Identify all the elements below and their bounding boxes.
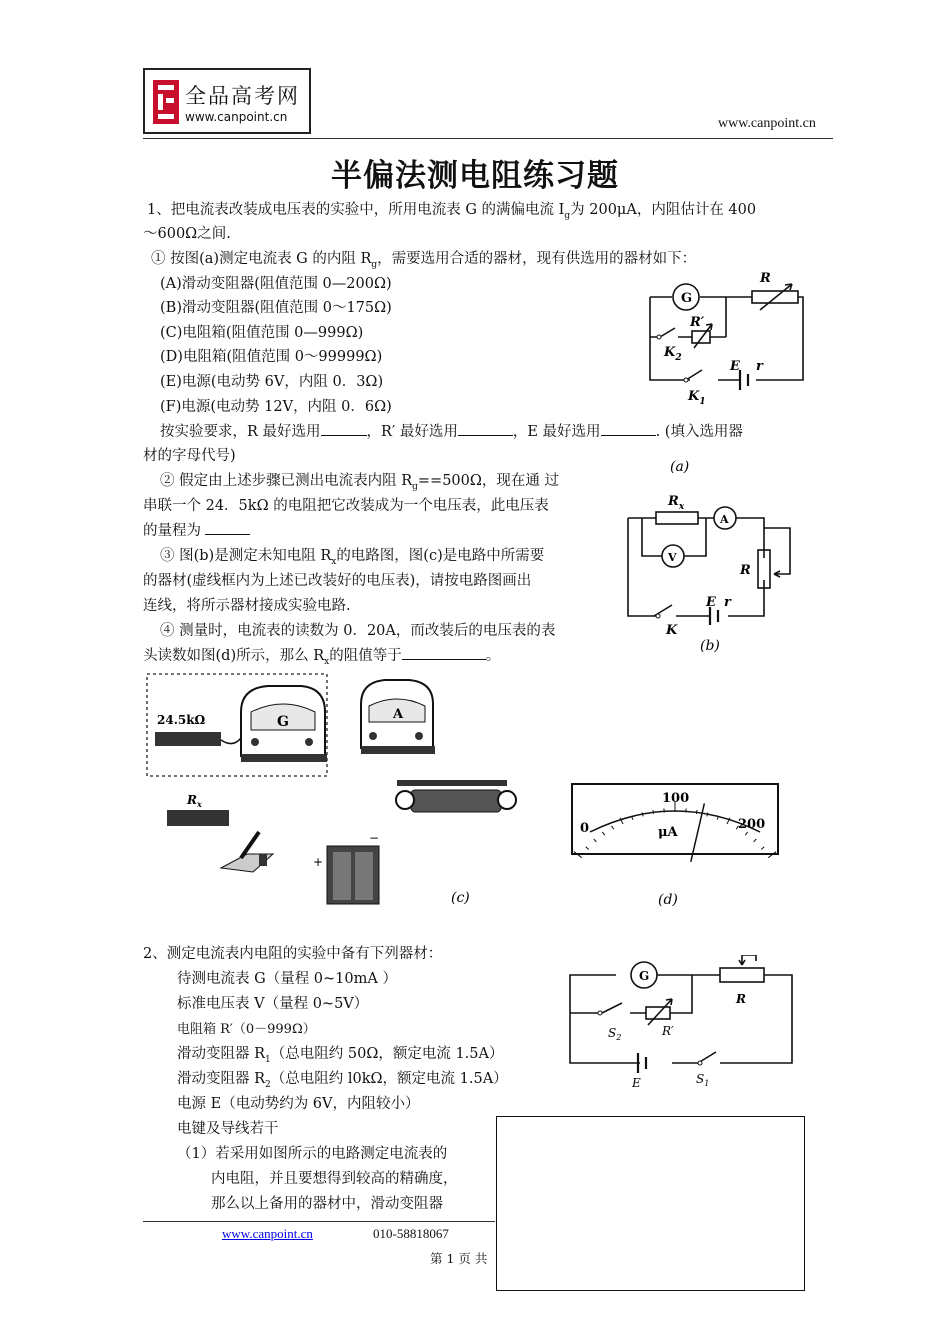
meter-scale-100: 100 [662,791,690,806]
q2-label-s2: $S_2$ [608,1026,622,1042]
circuit-figure-q2 [560,955,800,1095]
fig-d-caption: (d) [658,892,678,908]
q2-item-rp: 电阻箱 R′（0－999Ω） [177,1022,316,1037]
q1-line2: ～600Ω之间. [143,226,231,242]
fig-b-label-v: V [668,551,677,564]
fig-a-switch-k1 [686,370,702,380]
q2-intro: 2、测定电流表内电阻的实验中备有下列器材： [143,946,443,962]
q2-item-r2: 滑动变阻器 $R_2$（总电阻约 l0kΩ，额定电流 1.5A） [177,1071,508,1090]
q1-question-cont: 材的字母代号) [143,448,236,464]
fig-a-battery [740,370,748,390]
galvanometer-device [241,686,327,762]
q1-part4-l1: ④ 测量时，电流表的读数为 0．20A，而改装后的电压表的表 [160,623,556,639]
q2-item-r1: 滑动变阻器 $R_1$（总电阻约 50Ω，额定电流 1.5A） [177,1046,504,1065]
battery-device [313,831,379,904]
q1-part2-l3: 的量程为 [143,519,250,544]
header-site-url[interactable]: www.canpoint.cn [718,116,816,131]
answer-box[interactable] [496,1116,805,1291]
meter-scale-200: 200 [738,817,766,832]
answer-blank-rp[interactable] [458,421,513,436]
fig-b-label-k: K [666,623,678,638]
site-logo [143,68,311,134]
meter-tick [653,810,654,814]
option-e: (E)电源(电动势 6V，内阻 0．3Ω) [160,374,384,390]
q1-part1: ① 按图(a)测定电流表 G 的内阻 $R_g$，需要选用合适的器材，现有供选用的器材如下： [151,251,697,270]
logo-mark-icon [151,78,181,126]
page-title: 半偏法测电阻练习题 [331,158,619,194]
option-a: (A)滑动变阻器(阻值范围 0—200Ω) [160,276,392,292]
q2-sub1-l2: 内电阻，并且要想得到较高的精确度， [211,1171,458,1187]
option-d: (D)电阻箱(阻值范围 0～99999Ω) [160,349,383,365]
fig-a-label-k1: $K_1$ [688,389,706,407]
header-divider [143,138,833,139]
resistor-box-label: 24.5kΩ [157,713,206,727]
meter-unit: μA [658,825,678,840]
option-b: (B)滑动变阻器(阻值范围 0～175Ω) [160,300,392,316]
q2-sub1-l1: （1）若采用如图所示的电路测定电流表的 [177,1146,448,1162]
answer-blank-range[interactable] [205,520,250,535]
q1-part2-l1: ② 假定由上述步骤已测出电流表内阻 $R_g==500\Omega$，现在通 过 [160,473,560,492]
fig-b-label-r: R [740,563,751,578]
q1-line1: 1、把电流表改装成电压表的实验中，所用电流表 G 的满偏电流 $I_g$为 200μA，内阻估计在 400 [147,202,757,221]
q2-label-g: G [639,969,650,983]
svg-text:+: + [313,855,324,869]
footer-phone: 010-58818067 [373,1226,449,1241]
circuit-figure-a [630,262,810,482]
answer-blank-rx[interactable] [402,645,486,660]
fig-b-label-r-internal: r [724,595,731,610]
fig-a-label-k2: $K_2$ [664,345,682,363]
svg-text:−: − [369,831,380,845]
fig-a-caption: (a) [670,459,690,475]
option-c: (C)电阻箱(阻值范围 0—999Ω) [160,325,364,341]
fig-b-resistor-rx [656,512,698,524]
knife-switch-device [221,832,273,872]
q1-part3-l3: 连线，将所示器材接成实验电路. [143,598,351,614]
fig-c-caption: (c) [451,890,470,906]
q2-sub1-l3: 那么以上备用的器材中，滑动变阻器 [211,1196,443,1212]
q2-item-k: 电键及导线若干 [177,1121,279,1137]
galvanometer-label: G [277,714,289,730]
meter-tick [696,810,697,814]
q2-label-r: R [736,992,746,1006]
q2-item-g: 待测电流表 G（量程 0~10mA ） [177,971,397,987]
resistor-box-24k5 [155,732,221,746]
fig-a-label-g: G [681,291,693,306]
footer-url-link[interactable]: www.canpoint.cn [222,1226,313,1241]
q1-question: 按实验要求，R 最好选用 ，R′ 最好选用 ，E 最好选用 . (填入选用器 [160,420,743,445]
option-f: (F)电源(电动势 12V，内阻 0．6Ω) [160,399,392,415]
fig-a-label-r-internal: r [756,359,763,374]
fig-b-caption: (b) [700,638,720,654]
footer-divider [143,1221,495,1222]
fig-a-resistor-rp [692,331,710,343]
q2-outer-wire [570,975,792,1063]
fig-b-label-a: A [720,513,729,526]
apparatus-figure-c [143,668,543,916]
logo-url: www.canpoint.cn [185,110,288,124]
ammeter-device [361,680,435,754]
q2-rheostat-r [720,968,764,982]
q1-part2-l2: 串联一个 24．5kΩ 的电阻把它改装成为一个电压表，此电压表 [143,498,549,514]
fig-a-label-rp: R′ [690,315,705,330]
meter-dial-figure-d [568,780,784,916]
fig-a-label-r: R [760,271,771,286]
ammeter-label: A [393,707,404,722]
q2-item-e: 电源 E（电动势约为 6V，内阻较小） [177,1096,420,1112]
q1-part4-l2: 头读数如图(d)所示，那么 $R_x$的阻值等于 。 [143,644,500,675]
fig-b-label-rx: $R_x$ [668,494,685,512]
rx-resistor-device [167,810,229,826]
circuit-figure-b [618,488,808,658]
logo-text: 全品高考网 [185,84,300,108]
q1-part3-l1: ③ 图(b)是测定未知电阻 $R_x$的电路图，图(c)是电路中所需要 [160,548,545,567]
q2-label-e: E [632,1076,641,1090]
q2-label-rp: R′ [662,1024,674,1038]
rheostat-device [396,780,516,812]
q1-part3-l2: 的器材(虚线框内为上述已改装好的电压表)，请按电路图画出 [143,573,532,589]
answer-blank-r[interactable] [321,421,367,436]
fig-b-label-e: E [706,595,716,610]
footer-page-number: 第 1 页 共 [430,1251,488,1266]
meter-scale-0: 0 [580,821,590,836]
q2-item-v: 标准电压表 V（量程 0~5V） [177,996,369,1012]
q2-label-s1: $S_1$ [696,1072,710,1088]
fig-a-label-e: E [730,359,740,374]
rx-label: $R_x$ [187,793,202,809]
